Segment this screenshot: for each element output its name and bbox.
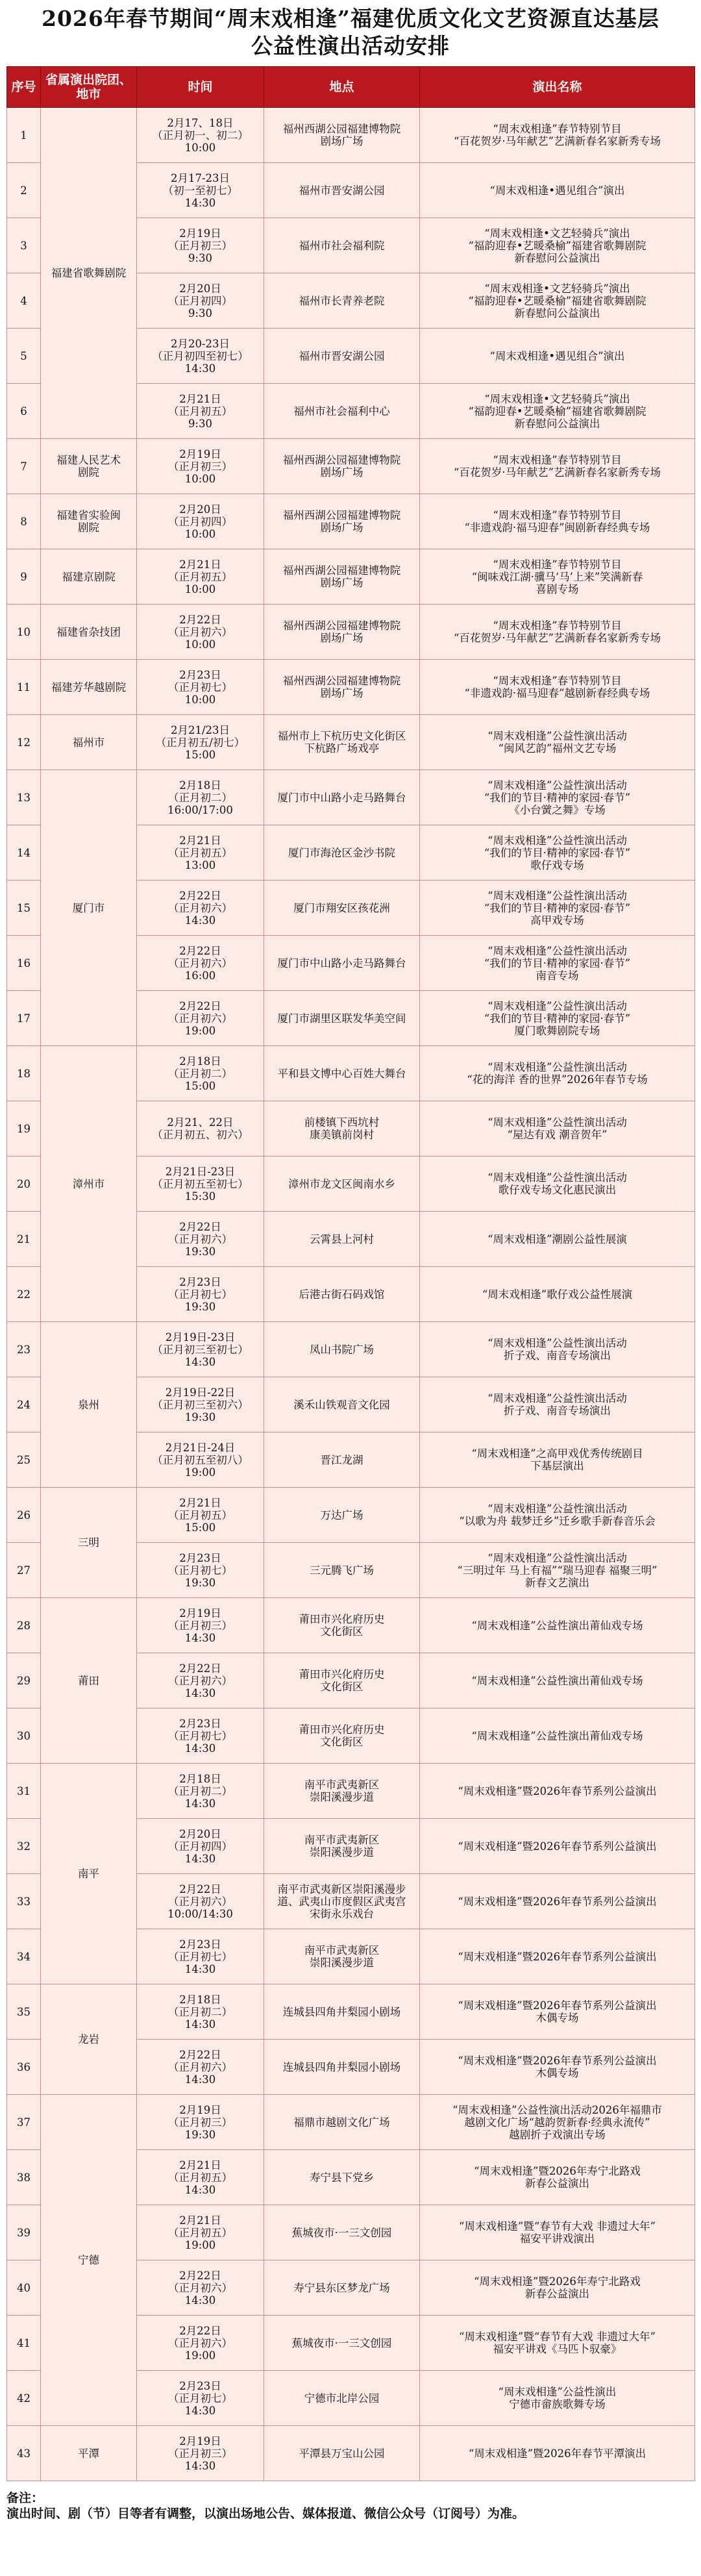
cell-org: 福建省杂技团 [41,605,137,660]
cell-time: 2月20日 （正月初四） 14:30 [137,1819,264,1874]
cell-time: 2月22日 （正月初六） 19:30 [137,1212,264,1267]
cell-no: 32 [7,1819,41,1874]
cell-no: 17 [7,991,41,1046]
cell-place: 平潭县万宝山公园 [264,2426,420,2481]
cell-program: “周末戏相逢”暨2026年春节系列公益演出 木偶专场 [420,2040,695,2095]
cell-place: 晋江龙湖 [264,1432,420,1488]
cell-no: 26 [7,1488,41,1543]
cell-time: 2月22日 （正月初六） 14:30 [137,881,264,936]
cell-time: 2月22日 （正月初六） 14:30 [137,2040,264,2095]
cell-no: 12 [7,715,41,770]
cell-no: 8 [7,494,41,549]
cell-program: “周末戏相逢”公益性演出活动 “我们的节目·精神的家园·春节” 歌仔戏专场 [420,825,695,881]
cell-time: 2月22日 （正月初六） 19:00 [137,2316,264,2371]
cell-program: “周末戏相逢”公益性演出活动 “以歌为舟 载梦迁乡”迁乡歌手新春音乐会 [420,1488,695,1543]
table-row [7,1046,695,1101]
cell-program: “周末戏相逢”公益性演出活动 “我们的节目·精神的家园·春节” 高甲戏专场 [420,881,695,936]
cell-no: 31 [7,1764,41,1819]
cell-org: 龙岩 [41,1984,137,2095]
cell-org: 泉州 [41,1322,137,1488]
cell-place: 寿宁县东区梦龙广场 [264,2260,420,2316]
cell-no: 20 [7,1157,41,1212]
table-row [7,1488,695,1543]
cell-time: 2月23日 （正月初七） 14:30 [137,2371,264,2426]
document-title [0,0,701,66]
cell-place: 福州市晋安湖公园 [264,163,420,218]
cell-place: 厦门市湖里区联发华美空间 [264,991,420,1046]
cell-place: 福州市晋安湖公园 [264,329,420,384]
table-row [7,1764,695,1819]
cell-no: 30 [7,1708,41,1764]
header-no: 序号 [7,67,41,108]
cell-time: 2月18日 （正月初二） 14:30 [137,1984,264,2040]
cell-no: 42 [7,2371,41,2426]
cell-place: 寿宁县下党乡 [264,2150,420,2205]
cell-time: 2月22日 （正月初六） 16:00 [137,936,264,991]
header-time: 时间 [137,67,264,108]
cell-place: 厦门市中山路小走马路舞台 [264,770,420,825]
cell-time: 2月18日 （正月初二） 15:00 [137,1046,264,1101]
cell-no: 39 [7,2205,41,2260]
cell-program: “周末戏相逢”公益性演出活动 “我们的节目·精神的家园·春节” 南音专场 [420,936,695,991]
cell-place: 南平市武夷新区 崇阳溪漫步道 [264,1819,420,1874]
cell-program: “周末戏相逢”之高甲戏优秀传统剧目 下基层演出 [420,1432,695,1488]
cell-no: 33 [7,1874,41,1929]
cell-program: “周末戏相逢•文艺轻骑兵”演出 “福韵迎春•艺暖桑榆”福建省歌舞剧院 新春慰问公益演出 [420,273,695,329]
cell-time: 2月18日 （正月初二） 16:00/17:00 [137,770,264,825]
cell-program: “周末戏相逢”公益性演出活动 “三明过年 马上有福”“瑞马迎春 福聚三明” 新春文艺演出 [420,1543,695,1598]
cell-org: 宁德 [41,2095,137,2426]
cell-program: “周末戏相逢”公益性演出活动 “我们的节目·精神的家园·春节” 《小台黉之舞》专场 [420,770,695,825]
cell-no: 28 [7,1598,41,1653]
cell-time: 2月21日 （正月初五） 15:00 [137,1488,264,1543]
header-program: 演出名称 [420,67,695,108]
cell-program: “周末戏相逢•遇见组合”演出 [420,329,695,384]
cell-org: 漳州市 [41,1046,137,1322]
cell-time: 2月21、22日 （正月初五、初六） [137,1101,264,1157]
cell-no: 3 [7,218,41,273]
cell-org: 平潭 [41,2426,137,2481]
cell-no: 14 [7,825,41,881]
cell-no: 1 [7,108,41,163]
cell-time: 2月22日 （正月初六） 14:30 [137,1653,264,1708]
cell-no: 15 [7,881,41,936]
cell-time: 2月21日 （正月初五） 9:30 [137,384,264,439]
cell-program: “周末戏相逢”公益性演出莆仙戏专场 [420,1653,695,1708]
cell-place: 厦门市海沧区金沙书院 [264,825,420,881]
title-line-2: 公益性演出活动安排 [251,33,450,58]
cell-time: 2月19日 （正月初三） 10:00 [137,439,264,494]
cell-program: “周末戏相逢”暨2026年春节平潭演出 [420,2426,695,2481]
cell-time: 2月19日-22日 （正月初三至初六） 19:30 [137,1377,264,1432]
cell-program: “周末戏相逢”潮剧公益性展演 [420,1212,695,1267]
cell-no: 5 [7,329,41,384]
table-row [7,1984,695,2040]
cell-no: 9 [7,549,41,605]
cell-no: 38 [7,2150,41,2205]
cell-no: 22 [7,1267,41,1322]
table-row [7,1598,695,1653]
cell-org: 福建芳华越剧院 [41,660,137,715]
cell-program: “周末戏相逢”公益性演出活动2026年福鼎市 越剧文化广场“越韵贺新春·经典永流传” 越剧折子戏演出专场 [420,2095,695,2150]
cell-org: 福州市 [41,715,137,770]
cell-program: “周末戏相逢”公益性演出活动 “闽风艺韵”福州文艺专场 [420,715,695,770]
cell-program: “周末戏相逢”公益性演出莆仙戏专场 [420,1598,695,1653]
cell-program: “周末戏相逢”公益性演出活动 折子戏、南音专场演出 [420,1322,695,1377]
table-row [7,2095,695,2150]
cell-place: 福州西湖公园福建博物院 剧场广场 [264,439,420,494]
cell-place: 蕉城夜市·一三文创园 [264,2316,420,2371]
cell-program: “周末戏相逢”暨2026年春节系列公益演出 [420,1874,695,1929]
cell-program: “周末戏相逢”春节特别节目 “百花贺岁·马年献艺”艺满新春名家新秀专场 [420,108,695,163]
cell-no: 41 [7,2316,41,2371]
cell-place: 凤山书院广场 [264,1322,420,1377]
cell-place: 漳州市龙文区闽南水乡 [264,1157,420,1212]
cell-no: 40 [7,2260,41,2316]
cell-no: 16 [7,936,41,991]
table-row [7,439,695,494]
cell-place: 万达广场 [264,1488,420,1543]
cell-program: “周末戏相逢”公益性演出活动 折子戏、南音专场演出 [420,1377,695,1432]
cell-no: 21 [7,1212,41,1267]
cell-place: 福州西湖公园福建博物院 剧场广场 [264,605,420,660]
cell-no: 7 [7,439,41,494]
cell-time: 2月22日 （正月初六） 14:30 [137,2260,264,2316]
cell-program: “周末戏相逢”公益性演出 宁德市畲族歌舞专场 [420,2371,695,2426]
cell-time: 2月19日-23日 （正月初三至初七） 14:30 [137,1322,264,1377]
cell-place: 福州市上下杭历史文化街区 下杭路广场戏亭 [264,715,420,770]
cell-org: 福建省歌舞剧院 [41,108,137,439]
cell-time: 2月19日 （正月初三） 14:30 [137,2426,264,2481]
cell-place: 福州西湖公园福建博物院 剧场广场 [264,660,420,715]
cell-place: 福州市社会福利院 [264,218,420,273]
cell-program: “周末戏相逢”春节特别节目 “百花贺岁·马年献艺”艺满新春名家新秀专场 [420,439,695,494]
cell-place: 福州市长青养老院 [264,273,420,329]
cell-place: 南平市武夷新区崇阳溪漫步 道、武夷山市度假区武夷宫 宋街永乐戏台 [264,1874,420,1929]
cell-place: 平和县文博中心百姓大舞台 [264,1046,420,1101]
cell-org: 福建人民艺术 剧院 [41,439,137,494]
cell-no: 23 [7,1322,41,1377]
title-line-1: 2026年春节期间“周末戏相逢”福建优质文化文艺资源直达基层 [42,6,659,31]
cell-place: 前楼镇下西坑村 康美镇前岗村 [264,1101,420,1157]
cell-time: 2月22日 （正月初六） 10:00 [137,605,264,660]
cell-place: 三元腾飞广场 [264,1543,420,1598]
header-org: 省属演出院团、 地市 [41,67,137,108]
footnote [6,2490,695,2521]
table-row [7,549,695,605]
cell-place: 宁德市北岸公园 [264,2371,420,2426]
cell-time: 2月23日 （正月初七） 14:30 [137,1708,264,1764]
table-body [7,108,695,2481]
cell-program: “周末戏相逢•文艺轻骑兵”演出 “福韵迎春•艺暖桑榆”福建省歌舞剧院 新春慰问公益演出 [420,218,695,273]
cell-program: “周末戏相逢”暨2026年春节系列公益演出 [420,1764,695,1819]
cell-program: “周末戏相逢”暨“春节有大戏 非遗过大年” 福安平讲戏演出 [420,2205,695,2260]
cell-no: 29 [7,1653,41,1708]
cell-program: “周末戏相逢”春节特别节目 “闽味戏江湖·骥马‘马’上来”笑满新春 喜剧专场 [420,549,695,605]
cell-program: “周末戏相逢•遇见组合”演出 [420,163,695,218]
cell-org: 福建京剧院 [41,549,137,605]
cell-place: 厦门市中山路小走马路舞台 [264,936,420,991]
cell-no: 24 [7,1377,41,1432]
cell-time: 2月18日 （正月初二） 14:30 [137,1764,264,1819]
cell-program: “周末戏相逢”公益性演出活动 “我们的节目·精神的家园·春节” 厦门歌舞剧院专场 [420,991,695,1046]
schedule-table [6,66,695,2481]
cell-program: “周末戏相逢”暨“春节有大戏 非遗过大年” 福安平讲戏《马匹卜驭豪》 [420,2316,695,2371]
table-row [7,1322,695,1377]
cell-no: 18 [7,1046,41,1101]
cell-place: 云霄县上河村 [264,1212,420,1267]
cell-place: 溪禾山铁观音文化园 [264,1377,420,1432]
table-row [7,494,695,549]
cell-program: “周末戏相逢”春节特别节目 “百花贺岁·马年献艺”艺满新春名家新秀专场 [420,605,695,660]
cell-program: “周末戏相逢”春节特别节目 “非遗戏韵·福马迎春”闽剧新春经典专场 [420,494,695,549]
cell-time: 2月19日 （正月初三） 9:30 [137,218,264,273]
footnote-text: 演出时间、剧（节）目等者有调整，以演出场地公告、媒体报道、微信公众号（订阅号）为准。 [6,2507,525,2521]
cell-time: 2月20日 （正月初四） 10:00 [137,494,264,549]
cell-place: 福鼎市越剧文化广场 [264,2095,420,2150]
cell-org: 厦门市 [41,770,137,1046]
cell-place: 连城县四角井梨园小剧场 [264,1984,420,2040]
table-header-row [7,67,695,108]
cell-time: 2月19日 （正月初三） 19:30 [137,2095,264,2150]
cell-no: 35 [7,1984,41,2040]
cell-time: 2月23日 （正月初七） 10:00 [137,660,264,715]
cell-time: 2月21日 （正月初五） 10:00 [137,549,264,605]
cell-time: 2月21/23日 （正月初五/初七） 15:00 [137,715,264,770]
cell-time: 2月20日 （正月初四） 9:30 [137,273,264,329]
cell-program: “周末戏相逢”暨2026年寿宁北路戏 新春公益演出 [420,2150,695,2205]
cell-time: 2月23日 （正月初七） 14:30 [137,1929,264,1984]
cell-time: 2月21日 （正月初五） 13:00 [137,825,264,881]
table-row [7,108,695,163]
cell-time: 2月21日-23日 （正月初五至初七） 15:30 [137,1157,264,1212]
cell-time: 2月22日 （正月初六） 19:00 [137,991,264,1046]
cell-no: 11 [7,660,41,715]
cell-org: 三明 [41,1488,137,1598]
cell-program: “周末戏相逢”暨2026年春节系列公益演出 [420,1929,695,1984]
cell-place: 厦门市翔安区孩花洲 [264,881,420,936]
cell-program: “周末戏相逢”歌仔戏公益性展演 [420,1267,695,1322]
cell-time: 2月23日 （正月初七） 19:30 [137,1267,264,1322]
cell-program: “周末戏相逢”公益性演出莆仙戏专场 [420,1708,695,1764]
cell-program: “周末戏相逢”暨2026年春节系列公益演出 木偶专场 [420,1984,695,2040]
cell-no: 4 [7,273,41,329]
table-row [7,715,695,770]
cell-time: 2月17、18日 （正月初一、初二） 10:00 [137,108,264,163]
cell-no: 19 [7,1101,41,1157]
cell-place: 福州市社会福利中心 [264,384,420,439]
cell-time: 2月21日 （正月初五） 14:30 [137,2150,264,2205]
cell-program: “周末戏相逢”暨2026年春节系列公益演出 [420,1819,695,1874]
cell-time: 2月21日 （正月初五） 19:00 [137,2205,264,2260]
cell-place: 莆田市兴化府历史 文化街区 [264,1653,420,1708]
cell-place: 福州西湖公园福建博物院 剧场广场 [264,108,420,163]
cell-place: 莆田市兴化府历史 文化街区 [264,1708,420,1764]
cell-no: 13 [7,770,41,825]
cell-no: 2 [7,163,41,218]
cell-program: “周末戏相逢•文艺轻骑兵”演出 “福韵迎春•艺暖桑榆”福建省歌舞剧院 新春慰问公益演出 [420,384,695,439]
cell-place: 连城县四角井梨园小剧场 [264,2040,420,2095]
cell-program: “周末戏相逢”公益性演出活动 “屋达有戏 潮音贺年” [420,1101,695,1157]
cell-time: 2月22日 （正月初六） 10:00/14:30 [137,1874,264,1929]
cell-place: 南平市武夷新区 崇阳溪漫步道 [264,1929,420,1984]
cell-place: 福州西湖公园福建博物院 剧场广场 [264,549,420,605]
cell-time: 2月19日 （正月初三） 14:30 [137,1598,264,1653]
cell-time: 2月20-23日 （正月初四至初七） 14:30 [137,329,264,384]
footnote-label: 备注： [6,2491,44,2505]
cell-org: 南平 [41,1764,137,1984]
cell-program: “周末戏相逢”公益性演出活动 “花的海洋 香的世界”2026年春节专场 [420,1046,695,1101]
cell-place: 后港古街石码戏馆 [264,1267,420,1322]
cell-no: 37 [7,2095,41,2150]
cell-time: 2月23日 （正月初七） 19:30 [137,1543,264,1598]
cell-time: 2月21日-24日 （正月初五至初八） 19:00 [137,1432,264,1488]
cell-no: 36 [7,2040,41,2095]
table-row [7,2426,695,2481]
cell-place: 福州西湖公园福建博物院 剧场广场 [264,494,420,549]
cell-no: 10 [7,605,41,660]
cell-org: 莆田 [41,1598,137,1764]
cell-place: 蕉城夜市·一三文创园 [264,2205,420,2260]
cell-program: “周末戏相逢”暨2026年寿宁北路戏 新春公益演出 [420,2260,695,2316]
table-row [7,770,695,825]
cell-no: 27 [7,1543,41,1598]
cell-program: “周末戏相逢”春节特别节目 “非遗戏韵·福马迎春”越剧新春经典专场 [420,660,695,715]
cell-no: 43 [7,2426,41,2481]
cell-org: 福建省实验闽 剧院 [41,494,137,549]
header-place: 地点 [264,67,420,108]
cell-place: 莆田市兴化府历史 文化街区 [264,1598,420,1653]
cell-no: 34 [7,1929,41,1984]
cell-program: “周末戏相逢”公益性演出活动 歌仔戏专场文化惠民演出 [420,1157,695,1212]
cell-time: 2月17-23日 （初一至初七） 14:30 [137,163,264,218]
cell-no: 25 [7,1432,41,1488]
cell-place: 南平市武夷新区 崇阳溪漫步道 [264,1764,420,1819]
cell-no: 6 [7,384,41,439]
table-row [7,605,695,660]
table-row [7,660,695,715]
